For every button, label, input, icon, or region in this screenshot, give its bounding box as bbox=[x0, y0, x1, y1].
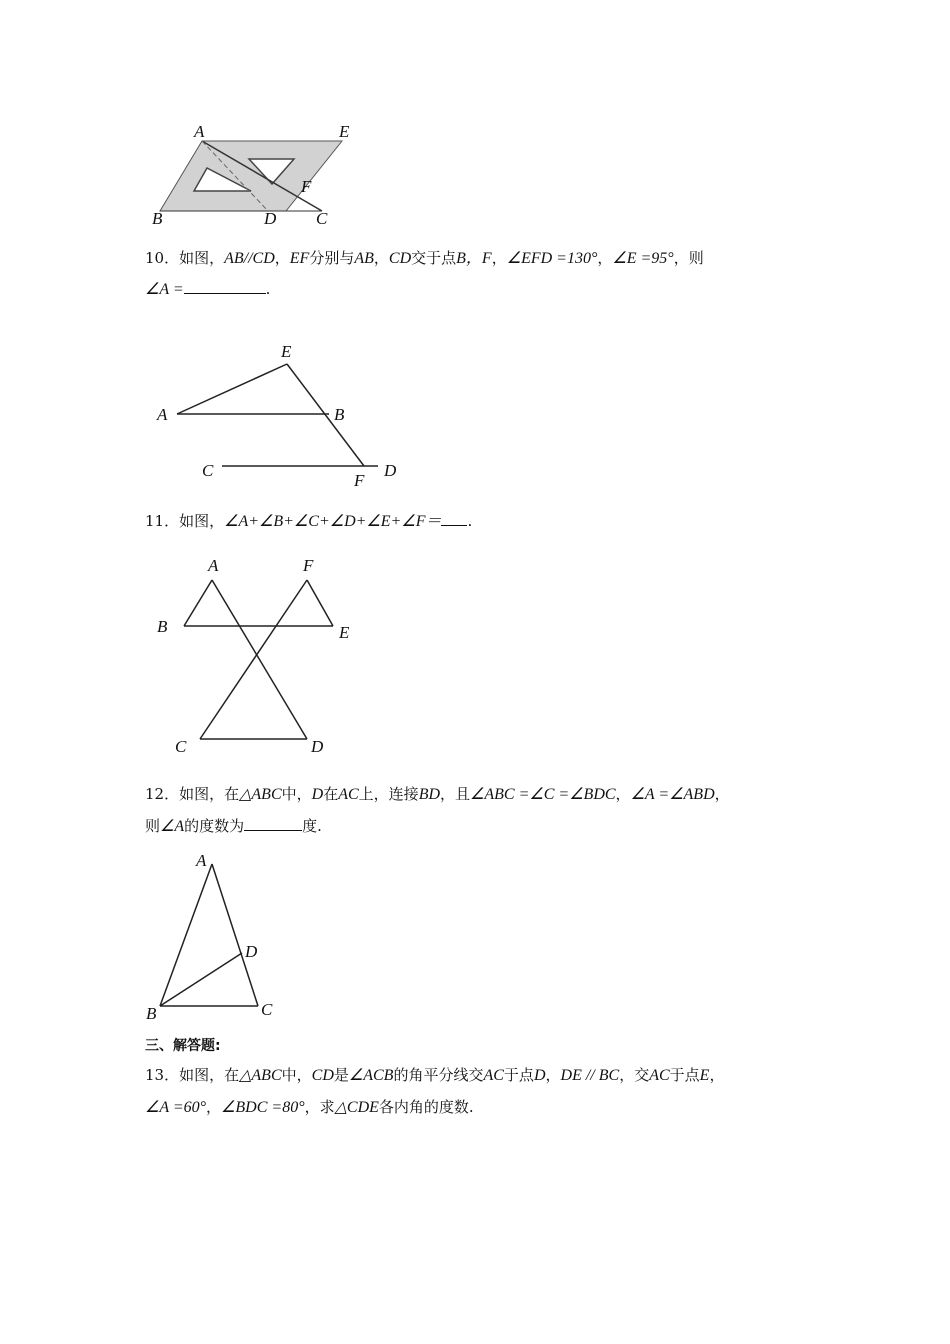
q13-segment-ac: AC bbox=[649, 1067, 670, 1084]
question-12-line1 bbox=[145, 784, 730, 805]
fig2-label-b: B bbox=[334, 405, 345, 424]
fig3-label-f: F bbox=[303, 556, 314, 575]
q13-text: ， bbox=[545, 1066, 561, 1084]
q10-text: 分别与 bbox=[309, 249, 355, 267]
q13-text: 的角平分线交 bbox=[393, 1066, 484, 1084]
q12-number: 12．如图，在 bbox=[145, 785, 240, 803]
fig2-label-c: C bbox=[202, 461, 214, 480]
fig2-label-d: D bbox=[384, 461, 397, 480]
question-12-line2 bbox=[145, 816, 322, 837]
q13-text: 于点 bbox=[503, 1066, 534, 1084]
q13-text: ， bbox=[709, 1066, 725, 1084]
q11-number: 11．如图， bbox=[145, 512, 225, 530]
figure-triangle-abd bbox=[160, 864, 258, 1006]
q10-text: ， bbox=[274, 249, 290, 267]
q13-point-e: E bbox=[699, 1067, 710, 1084]
fig4-label-d: D bbox=[245, 942, 258, 961]
q12-text: 上，连接 bbox=[358, 785, 419, 803]
question-10-line1 bbox=[145, 248, 704, 269]
fig1-label-a: A bbox=[194, 122, 205, 141]
q10-angle-e: ∠E =95° bbox=[612, 250, 674, 267]
q10-text: ， bbox=[597, 249, 613, 267]
q10-text: 交于点 bbox=[411, 249, 457, 267]
figure-crossing-triangles bbox=[184, 580, 333, 739]
q13-number: 13．如图，在 bbox=[145, 1066, 240, 1084]
q13-triangle-cde: △CDE bbox=[334, 1099, 379, 1116]
q10-cd: CD bbox=[388, 250, 412, 267]
fig3-label-e: E bbox=[339, 623, 350, 642]
fig1-label-c: C bbox=[316, 209, 328, 228]
q10-text: ， bbox=[373, 249, 389, 267]
fig1-label-d: D bbox=[264, 209, 277, 228]
answer-blank[interactable] bbox=[184, 279, 266, 294]
q10-end: . bbox=[265, 280, 271, 298]
q13-parallel: DE // BC bbox=[560, 1067, 620, 1084]
q11-end: . bbox=[467, 512, 473, 530]
figure-parallel-lines bbox=[177, 364, 378, 466]
q12-angle-a: ∠A bbox=[160, 818, 185, 835]
fig3-label-a: A bbox=[208, 556, 219, 575]
q10-ask: ∠A = bbox=[145, 281, 184, 298]
fig1-label-f: F bbox=[301, 177, 312, 196]
fig1-label-b: B bbox=[152, 209, 163, 228]
q12-text: 度. bbox=[302, 817, 322, 835]
q10-text: ， bbox=[491, 249, 507, 267]
question-11 bbox=[145, 511, 472, 532]
q10-angle-efd: ∠EFD =130° bbox=[506, 250, 598, 267]
fig4-label-c: C bbox=[261, 1000, 273, 1019]
answer-blank[interactable] bbox=[441, 511, 467, 526]
q12-text: 在 bbox=[323, 785, 339, 803]
q13-segment-cd: CD bbox=[311, 1067, 334, 1084]
fig3-label-d: D bbox=[311, 737, 324, 756]
q12-segment-bd: BD bbox=[418, 786, 441, 803]
question-10-line2 bbox=[145, 279, 270, 300]
q12-text: 的度数为 bbox=[184, 817, 245, 835]
q13-angle-bdc: ∠BDC =80° bbox=[221, 1099, 305, 1116]
q13-point-d: D bbox=[533, 1067, 546, 1084]
fig2-label-e: E bbox=[281, 342, 292, 361]
q13-segment-ac: AC bbox=[483, 1067, 504, 1084]
q12-equation-1: ∠ABC =∠C =∠BDC bbox=[470, 786, 616, 803]
q12-text: ， bbox=[714, 785, 730, 803]
q12-point-d: D bbox=[311, 786, 324, 803]
fig2-label-f: F bbox=[354, 471, 365, 490]
q13-text: ，交 bbox=[619, 1066, 650, 1084]
q13-text: 于点 bbox=[669, 1066, 700, 1084]
q12-equation-2: ∠A =∠ABD bbox=[630, 786, 715, 803]
fig3-label-b: B bbox=[157, 617, 168, 636]
q13-text: 中， bbox=[281, 1066, 312, 1084]
question-13-line2 bbox=[145, 1097, 474, 1118]
fig1-label-e: E bbox=[339, 122, 350, 141]
q13-text: 各内角的度数. bbox=[378, 1098, 474, 1116]
q13-triangle: △ABC bbox=[239, 1067, 282, 1084]
fig4-label-b: B bbox=[146, 1004, 157, 1023]
q13-text: ，求 bbox=[304, 1098, 335, 1116]
q13-angle-acb: ∠ACB bbox=[348, 1067, 394, 1084]
q10-text: ，则 bbox=[673, 249, 704, 267]
q12-text: ， bbox=[615, 785, 631, 803]
fig3-label-c: C bbox=[175, 737, 187, 756]
q12-text: 中， bbox=[281, 785, 312, 803]
q13-text: ， bbox=[206, 1098, 222, 1116]
fig2-label-a: A bbox=[157, 405, 168, 424]
q10-ef: EF bbox=[289, 250, 310, 267]
q13-angle-a: ∠A =60° bbox=[145, 1099, 207, 1116]
figure-set-square bbox=[152, 122, 350, 228]
q11-expression: ∠A+∠B+∠C+∠D+∠E+∠F＝ bbox=[224, 513, 442, 530]
fig4-label-a: A bbox=[196, 851, 207, 870]
q10-parallel: AB//CD bbox=[224, 250, 275, 267]
q12-text: 则 bbox=[145, 817, 161, 835]
q12-triangle: △ABC bbox=[239, 786, 282, 803]
answer-blank[interactable] bbox=[244, 816, 302, 831]
q10-ab: AB bbox=[354, 250, 374, 267]
section-heading: 三、解答题: bbox=[145, 1038, 221, 1054]
q12-text: ，且 bbox=[440, 785, 471, 803]
q12-segment-ac: AC bbox=[338, 786, 359, 803]
q13-text: 是 bbox=[333, 1066, 349, 1084]
q10-number: 10．如图， bbox=[145, 249, 225, 267]
question-13-line1 bbox=[145, 1065, 724, 1086]
q10-points: B，F bbox=[456, 250, 492, 267]
